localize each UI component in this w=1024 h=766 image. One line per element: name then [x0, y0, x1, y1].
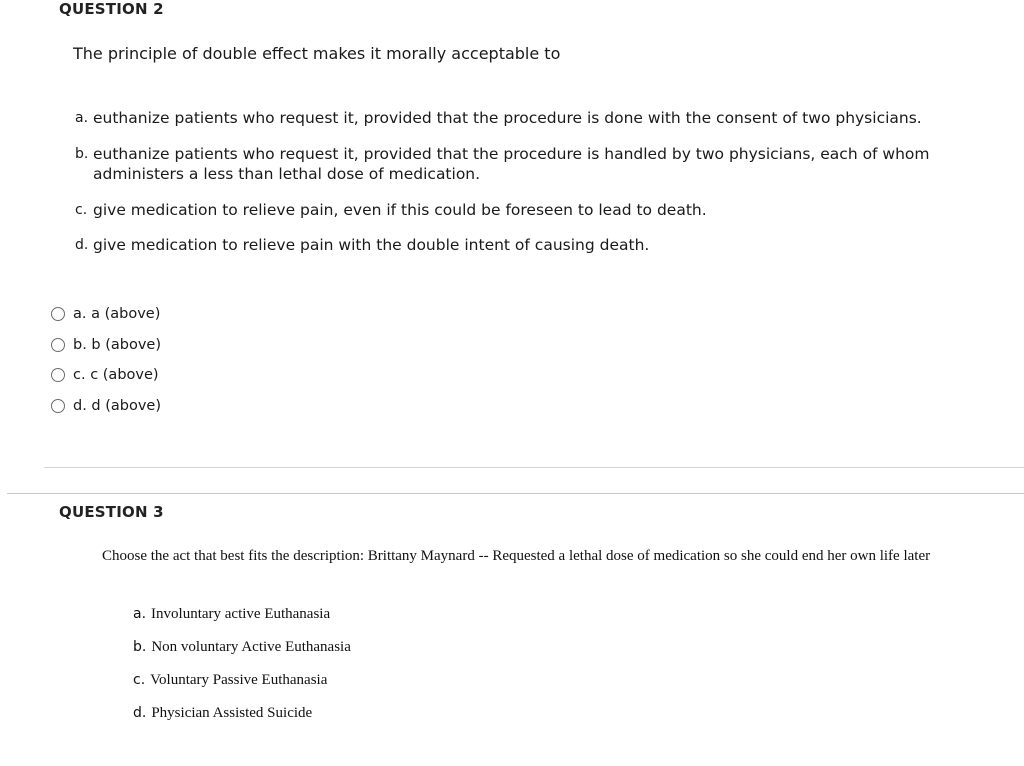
- option-letter: c.: [75, 202, 88, 218]
- option-letter: b.: [75, 146, 89, 162]
- answer-label[interactable]: a. a (above): [73, 306, 161, 322]
- answer-choice-d[interactable]: [51, 398, 161, 414]
- option-text: Physician Assisted Suicide: [151, 705, 313, 721]
- question-2-option-a: [75, 108, 1005, 128]
- option-text: euthanize patients who request it, provided that the procedure is done with the consent of two physicians.: [93, 109, 922, 127]
- question-2-title: QUESTION 2: [59, 0, 164, 18]
- radio-button[interactable]: [51, 338, 65, 352]
- question-separator: [7, 493, 1024, 494]
- answer-choice-a[interactable]: [51, 306, 160, 322]
- question-2-option-d: [75, 235, 1005, 255]
- question-2-stem: The principle of double effect makes it morally acceptable to: [73, 44, 561, 63]
- option-letter: d.: [133, 705, 147, 721]
- question-3-option-b: [133, 639, 351, 656]
- question-2-option-c: [75, 200, 1005, 220]
- question-3-option-d: [133, 705, 312, 722]
- option-letter: a.: [133, 606, 147, 622]
- option-letter: d.: [75, 237, 89, 253]
- option-text: euthanize patients who request it, provided that the procedure is handled by two physicians, each of whom administers a less than lethal dose of medication.: [93, 145, 930, 183]
- radio-button[interactable]: [51, 368, 65, 382]
- option-letter: b.: [133, 639, 147, 655]
- option-text: give medication to relieve pain with the double intent of causing death.: [93, 236, 650, 254]
- answer-label[interactable]: b. b (above): [73, 337, 162, 353]
- question-3-title: QUESTION 3: [59, 503, 164, 521]
- option-text: give medication to relieve pain, even if this could be foreseen to lead to death.: [93, 201, 707, 219]
- radio-button[interactable]: [51, 399, 65, 413]
- answer-label[interactable]: d. d (above): [73, 398, 162, 414]
- answer-label[interactable]: c. c (above): [73, 367, 159, 383]
- question-3-option-c: [133, 672, 327, 689]
- option-text: Voluntary Passive Euthanasia: [150, 672, 328, 688]
- option-letter: c.: [133, 672, 146, 688]
- option-text: Non voluntary Active Euthanasia: [151, 639, 351, 655]
- question-3-option-a: [133, 606, 330, 623]
- answer-choice-c[interactable]: [51, 367, 159, 383]
- radio-button[interactable]: [51, 307, 65, 321]
- question-2-option-b: [75, 144, 1005, 184]
- answer-choice-b[interactable]: [51, 337, 161, 353]
- option-letter: a.: [75, 110, 89, 126]
- divider: [44, 467, 1024, 468]
- option-text: Involuntary active Euthanasia: [151, 606, 331, 622]
- question-3-stem: Choose the act that best fits the description: Brittany Maynard -- Requested a lethal dose of medication so she could end her own life later: [102, 548, 931, 564]
